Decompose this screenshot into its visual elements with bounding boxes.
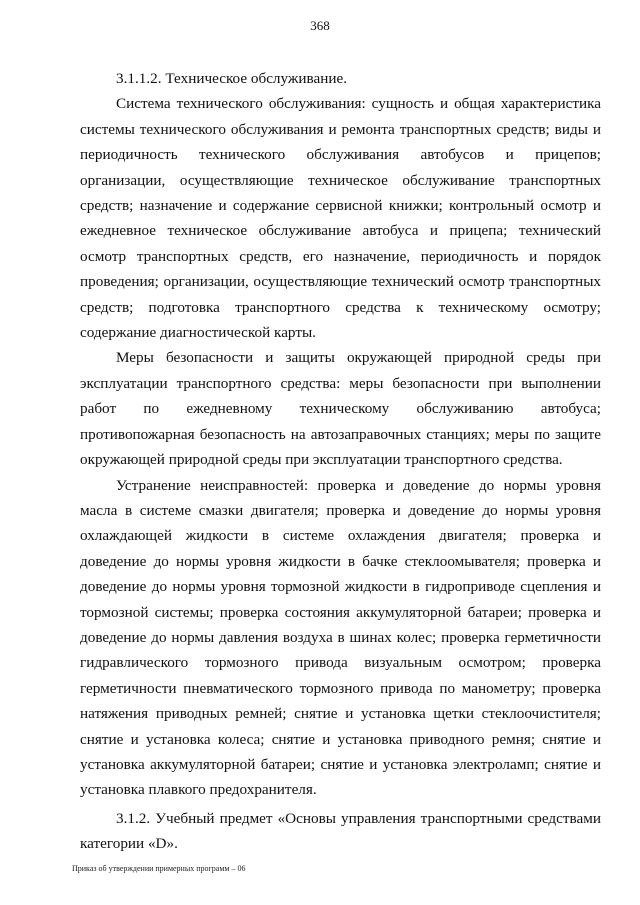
paragraph-safety-measures: Меры безопасности и защиты окружающей природной среды при эксплуатации транспортного средства: меры безопасности при выполнении работ по ежедневному техническому обслуживанию автобуса; противопожарная безопасность на автозаправочных станциях; меры по защите окружающей природной среды при эксплуатации транспортного средства. xyxy=(80,349,601,469)
paragraph-maintenance-system: Система технического обслуживания: сущность и общая характеристика системы технического обслуживания и ремонта транспортных средств; виды и периодичность технического обслуживания автобусов и прицепов; организации, осуществляющие техническое обслуживание транспортных средств; назначение и содержание сервисной книжки; контрольный осмотр и ежедневное техническое обслуживание автобуса и прицепа; технический осмотр транспортных средств, его назначение, периодичность и порядок проведения; организации, осуществляющие технический осмотр транспортных средств; подготовка транспортного средства к техническому осмотру; содержание диагностической карты. xyxy=(80,95,601,342)
paragraph-next-subject: 3.1.2. Учебный предмет «Основы управления транспортными средствами категории «D». xyxy=(80,809,601,853)
paragraph-troubleshooting: Устранение неисправностей: проверка и доведение до нормы уровня масла в системе смазки двигателя; проверка и доведение до нормы уровня охлаждающей жидкости в системе охлаждения двигателя; проверка и доведение до нормы уровня жидкости в бачке стеклоомывателя; проверка и доведение до нормы уровня тормозной жидкости в гидроприводе сцепления и тормозной системы; проверка состояния аккумуляторной батареи; проверка и доведение до нормы давления воздуха в шинах колес; проверка герметичности гидравлического тормозного привода визуальным осмотром; проверка герметичности пневматического тормозного привода по манометру; проверка натяжения приводных ремней; снятие и установка щетки стеклоочистителя; снятие и установка колеса; снятие и установка приводного ремня; снятие и установка аккумуляторной батареи; снятие и установка электроламп; снятие и установка плавкого предохранителя. xyxy=(80,476,601,799)
section-heading: 3.1.1.2. Техническое обслуживание. xyxy=(116,70,348,87)
page-number: 368 xyxy=(310,18,330,33)
document-body xyxy=(80,66,601,857)
footer-note: Приказ об утверждении примерных программ – 06 xyxy=(72,864,246,873)
